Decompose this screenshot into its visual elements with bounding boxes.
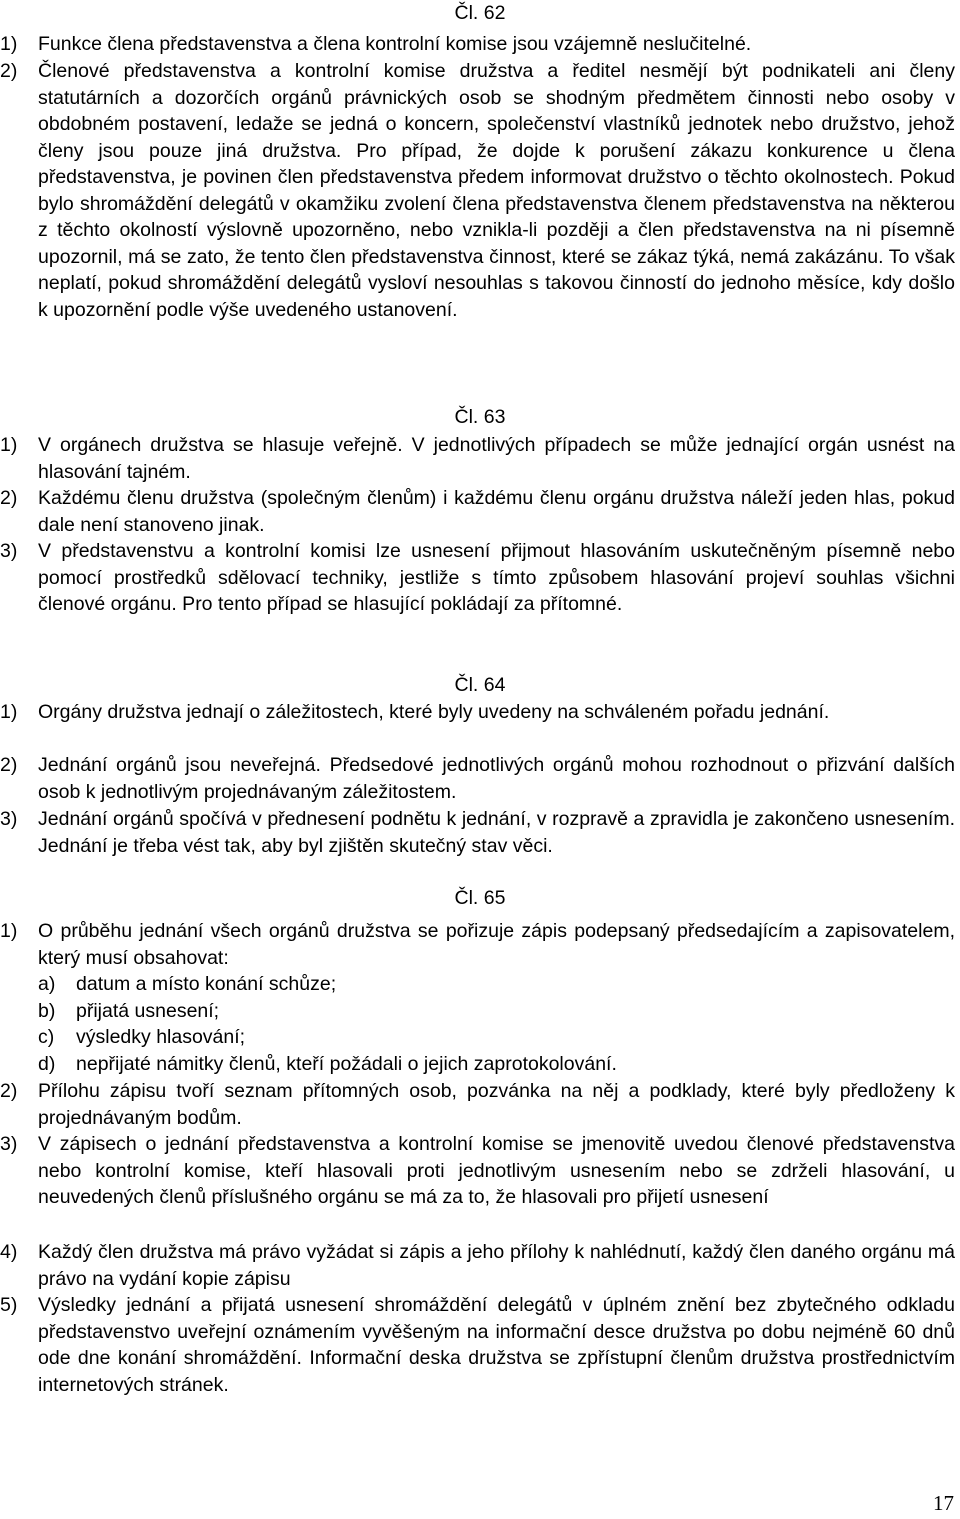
article-65-paragraph-4 [0,1239,955,1292]
paragraph-number: 3) [0,808,18,830]
list-label: b) [38,1000,56,1022]
list-item-b [38,998,938,1025]
paragraph-number: 5) [0,1294,18,1316]
article-65-paragraph-1 [0,918,955,971]
paragraph-text: Každému členu družstva (společným členům) i každému členu orgánu družstva náleží jeden hlas, pokud dale není stanoveno jinak. [38,487,955,536]
paragraph-text: Členové představenstva a kontrolní komise družstva a ředitel nesmějí být podnikateli ani členy statutárních a dozorčích orgánů právnických osob se shodným předmětem činnosti nebo osoby v obdobném postavení, ledaže se jedná o koncern, společenství vlastníků jednotek nebo družstvo, jehož členy jsou pouze jiná družstva. Pro případ, že dojde k porušení zákazu konkurence u člena představenstva, je povinen člen představenstva předem informovat družstvo o těchto okolnostech. Pokud bylo shromáždění delegátů v okamžiku zvolení člena představenstva členem představenstva na některou z těchto okolností výslovně upozorněno, nebo vznikla-li později a člen představenstva na ni písemně upozornil, má se zato, že tento člen představenstva činnost, které se zákaz týká, nemá zakázánu. To však neplatí, pokud shromáždění delegátů vysloví nesouhlas s takovou činností do jednoho měsíce, kdy došlo k upozornění podle výše uvedeného ustanovení. [38,60,955,321]
paragraph-number: 1) [0,434,18,456]
paragraph-number: 3) [0,540,18,562]
article-62-heading: Čl. 62 [454,2,506,24]
article-65-paragraph-3 [0,1131,955,1211]
article-65-heading: Čl. 65 [454,887,506,909]
article-62-paragraph-1 [0,31,955,58]
paragraph-number: 1) [0,920,18,942]
paragraph-text: Přílohu zápisu tvoří seznam přítomných osob, pozvánka na něj a podklady, které byly předloženy k projednávaným bodům. [38,1080,955,1129]
paragraph-text: O průběhu jednání všech orgánů družstva se pořizuje zápis podepsaný předsedajícím a zapisovatelem, který musí obsahovat: [38,920,955,969]
paragraph-number: 1) [0,33,18,55]
list-text: datum a místo konání schůze; [76,973,337,995]
page-number: 17 [933,1491,954,1515]
article-63-heading: Čl. 63 [454,406,506,428]
paragraph-number: 4) [0,1241,18,1263]
paragraph-text: V orgánech družstva se hlasuje veřejně. V jednotlivých případech se může jednající orgán usnést na hlasování tajném. [38,434,955,483]
paragraph-text: Jednání orgánů jsou neveřejná. Předsedové jednotlivých orgánů mohou rozhodnout o přizvání dalších osob k jednotlivým projednávaným záležitostem. [38,754,955,803]
list-label: d) [38,1053,56,1075]
paragraph-number: 3) [0,1133,18,1155]
article-63-paragraph-1 [0,432,955,485]
paragraph-number: 2) [0,1080,18,1102]
paragraph-text: V představenstvu a kontrolní komisi lze usnesení přijmout hlasováním uskutečněným písemně nebo pomocí prostředků sdělovací techniky, jestliže s tímto způsobem hlasování projeví souhlas všichni členové orgánu. Pro tento případ se hlasující pokládají za přítomné. [38,540,955,615]
article-64-paragraph-1 [0,699,955,726]
list-label: a) [38,973,56,995]
paragraph-text: Jednání orgánů spočívá v přednesení podnětu k jednání, v rozpravě a zpravidla je zakončeno usnesením. Jednání je třeba vést tak, aby byl zjištěn skutečný stav věci. [38,808,955,857]
article-65-paragraph-5 [0,1292,955,1398]
article-64-paragraph-2 [0,752,955,805]
article-62-paragraph-2 [0,58,955,323]
paragraph-number: 2) [0,487,18,509]
article-64-paragraph-3 [0,806,955,859]
paragraph-text: Výsledky jednání a přijatá usnesení shromáždění delegátů v úplném znění bez zbytečného odkladu představenstvo uveřejní oznámením vyvěšeným na informační desce družstva po dobu nejméně 60 dnů ode dne konání shromáždění. Informační deska družstva se zpřístupní členům družstva prostřednictvím internetových stránek. [38,1294,955,1396]
article-64-heading: Čl. 64 [454,674,506,696]
article-63-paragraph-2 [0,485,955,538]
paragraph-number: 2) [0,754,18,776]
article-63-paragraph-3 [0,538,955,618]
article-65-paragraph-2 [0,1078,955,1131]
list-item-d [38,1051,938,1078]
list-item-c [38,1024,938,1051]
paragraph-text: Orgány družstva jednají o záležitostech, které byly uvedeny na schváleném pořadu jednání. [38,701,830,723]
list-text: výsledky hlasování; [76,1026,246,1048]
paragraph-number: 1) [0,701,18,723]
paragraph-text: V zápisech o jednání představenstva a kontrolní komise se jmenovitě uvedou členové představenstva nebo kontrolní komise, kteří hlasovali proti jednotlivým usnesením nebo se zdrželi hlasování, u neuvedených členů příslušného orgánu se má za to, že hlasovali pro přijetí usnesení [38,1133,955,1208]
list-item-a [38,971,938,998]
list-label: c) [38,1026,55,1048]
paragraph-text: Funkce člena představenstva a člena kontrolní komise jsou vzájemně neslučitelné. [38,33,752,55]
list-text: nepřijaté námitky členů, kteří požádali o jejich zaprotokolování. [76,1053,617,1075]
paragraph-text: Každý člen družstva má právo vyžádat si zápis a jeho přílohy k nahlédnutí, každý člen daného orgánu má právo na vydání kopie zápisu [38,1241,955,1290]
list-text: přijatá usnesení; [76,1000,220,1022]
paragraph-number: 2) [0,60,18,82]
